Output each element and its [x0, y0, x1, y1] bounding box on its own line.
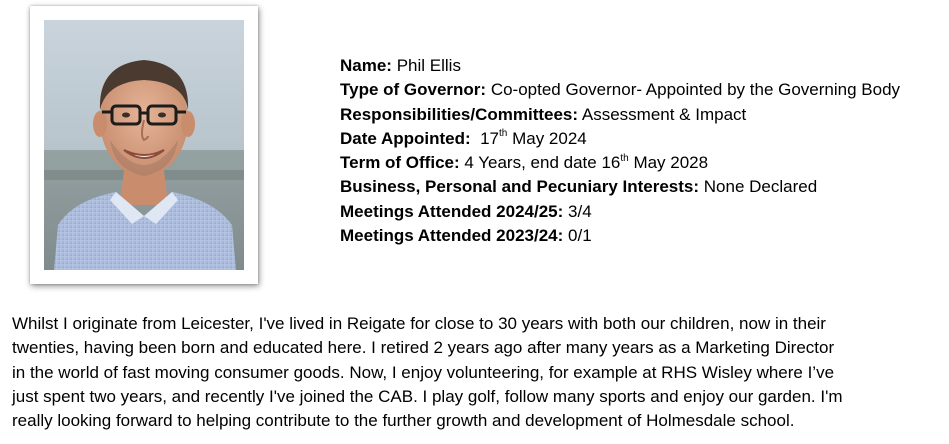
responsibilities-value: Assessment & Impact [581, 104, 747, 124]
photo-frame [30, 6, 258, 284]
bio-line: just spent two years, and recently I've joined the CAB. I play golf, follow many sports and enjoy our garden. I'm [12, 386, 843, 406]
date-appointed-day: 17 [480, 128, 500, 148]
portrait-image [44, 20, 244, 270]
governor-details [340, 54, 900, 248]
name-row [340, 54, 900, 78]
term-of-office-row [340, 151, 900, 175]
responsibilities-row [340, 103, 900, 127]
governor-type-label: Type of Governor: [340, 80, 487, 100]
date-appointed-rest: May 2024 [512, 128, 587, 148]
meetings-2024-25-label: Meetings Attended 2024/25: [340, 201, 564, 221]
term-of-office-label: Term of Office: [340, 153, 460, 173]
date-appointed-label: Date Appointed: [340, 128, 471, 148]
profile-photo [44, 20, 244, 270]
meetings-2024-25-row [340, 200, 900, 224]
responsibilities-label: Responsibilities/Committees: [340, 104, 579, 124]
bio-line: twenties, having been born and educated here. I retired 2 years ago after many years as a Marketing Director [12, 338, 835, 358]
meetings-2023-24-row [340, 224, 900, 248]
date-appointed-row [340, 127, 900, 151]
interests-row [340, 175, 900, 199]
term-of-office-prefix: 4 Years, end date 16 [464, 153, 621, 173]
bio-line: really looking forward to helping contribute to the further growth and development of Holmesdale school. [12, 411, 795, 431]
biography-paragraph [12, 312, 942, 433]
governor-type-row [340, 78, 900, 102]
governor-type-value: Co-opted Governor- Appointed by the Governing Body [490, 80, 901, 100]
bio-line: in the world of fast moving consumer goods. Now, I enjoy volunteering, for example at RHS Wisley where I’ve [12, 362, 835, 382]
meetings-2023-24-value: 0/1 [568, 226, 592, 246]
bio-line: Whilst I originate from Leicester, I've lived in Reigate for close to 30 years with both our children, now in their [12, 314, 826, 333]
meetings-2024-25-value: 3/4 [568, 201, 592, 221]
term-of-office-rest: May 2028 [633, 153, 709, 173]
meetings-2023-24-label: Meetings Attended 2023/24: [340, 226, 564, 246]
term-of-office-suffix: th [620, 152, 629, 164]
name-value: Phil Ellis [396, 56, 461, 75]
interests-value: None Declared [703, 177, 818, 197]
name-label: Name: [340, 56, 392, 75]
date-appointed-suffix: th [499, 128, 508, 140]
interests-label: Business, Personal and Pecuniary Interests: [340, 177, 700, 197]
